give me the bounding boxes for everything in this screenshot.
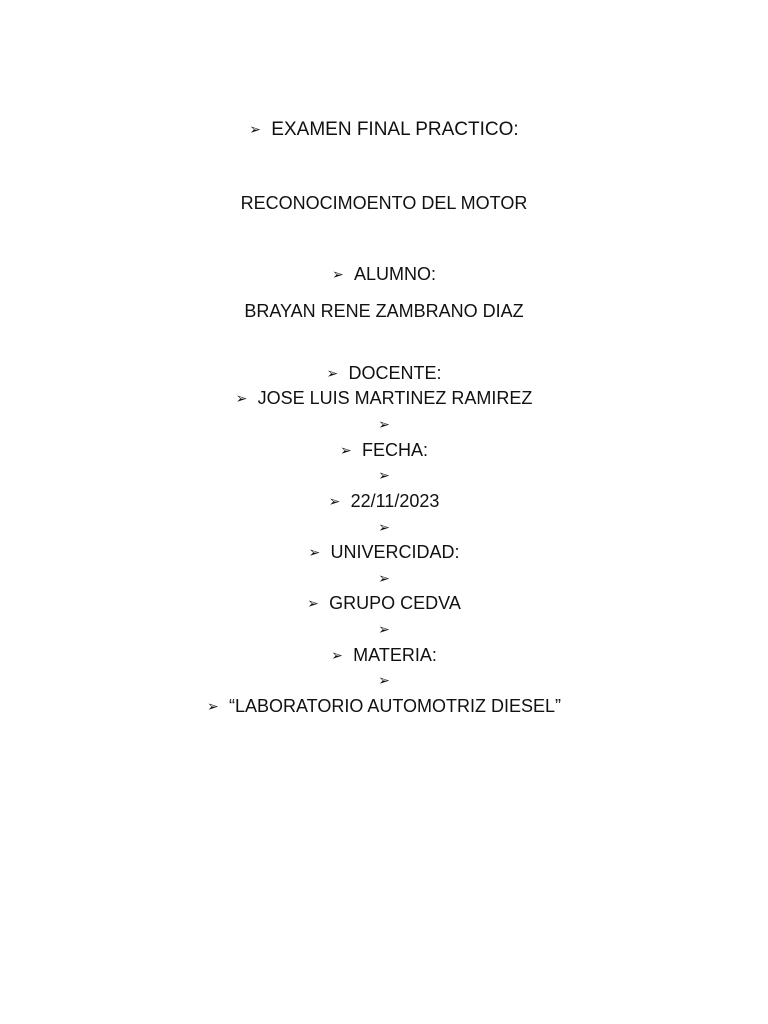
arrowhead-bullet-icon: ➢	[339, 443, 352, 459]
arrowhead-bullet-icon: ➢	[206, 699, 219, 715]
date-value: 22/11/2023	[350, 491, 440, 511]
empty-bullet-line	[0, 567, 768, 591]
empty-bullet-line	[0, 413, 768, 437]
university-name: GRUPO CEDVA	[329, 593, 461, 613]
arrowhead-bullet-icon: ➢	[331, 648, 343, 664]
student-name-line	[0, 300, 768, 322]
arrowhead-bullet-icon: ➢	[308, 545, 321, 561]
arrowhead-bullet-icon: ➢	[378, 520, 390, 536]
university-name-line	[0, 592, 768, 616]
arrowhead-bullet-icon: ➢	[249, 122, 262, 138]
arrowhead-bullet-icon: ➢	[326, 366, 339, 382]
arrowhead-bullet-icon: ➢	[378, 673, 390, 689]
arrowhead-bullet-icon: ➢	[328, 494, 341, 510]
arrowhead-bullet-icon: ➢	[307, 596, 319, 612]
subject-label: MATERIA:	[353, 645, 437, 665]
university-label-line	[0, 541, 768, 565]
exam-title: EXAMEN FINAL PRACTICO:	[271, 119, 519, 140]
topic-line	[0, 192, 768, 214]
empty-bullet-line	[0, 669, 768, 693]
empty-bullet-line	[0, 464, 768, 488]
student-label-line	[0, 263, 768, 287]
arrowhead-bullet-icon: ➢	[235, 391, 248, 407]
subject-name: “LABORATORIO AUTOMOTRIZ DIESEL”	[228, 696, 562, 716]
arrowhead-bullet-icon: ➢	[378, 468, 390, 484]
date-label-line	[0, 439, 768, 463]
subject-name-line	[0, 695, 768, 719]
teacher-name: JOSE LUIS MARTINEZ RAMIREZ	[257, 388, 533, 408]
student-name: BRAYAN RENE ZAMBRANO DIAZ	[244, 301, 524, 321]
date-label: FECHA:	[361, 440, 428, 460]
arrowhead-bullet-icon: ➢	[378, 417, 390, 433]
arrowhead-bullet-icon: ➢	[378, 571, 390, 587]
date-value-line	[0, 490, 768, 514]
university-label: UNIVERCIDAD:	[330, 542, 460, 562]
arrowhead-bullet-icon: ➢	[331, 267, 344, 283]
exam-title-line	[0, 119, 768, 142]
subject-label-line	[0, 644, 768, 668]
teacher-label: DOCENTE:	[348, 363, 442, 383]
teacher-name-line	[0, 387, 768, 411]
arrowhead-bullet-icon: ➢	[378, 622, 390, 638]
empty-bullet-line	[0, 516, 768, 540]
teacher-label-line	[0, 362, 768, 386]
student-label: ALUMNO:	[353, 264, 436, 284]
empty-bullet-line	[0, 618, 768, 642]
topic-text: RECONOCIMOENTO DEL MOTOR	[240, 193, 528, 213]
